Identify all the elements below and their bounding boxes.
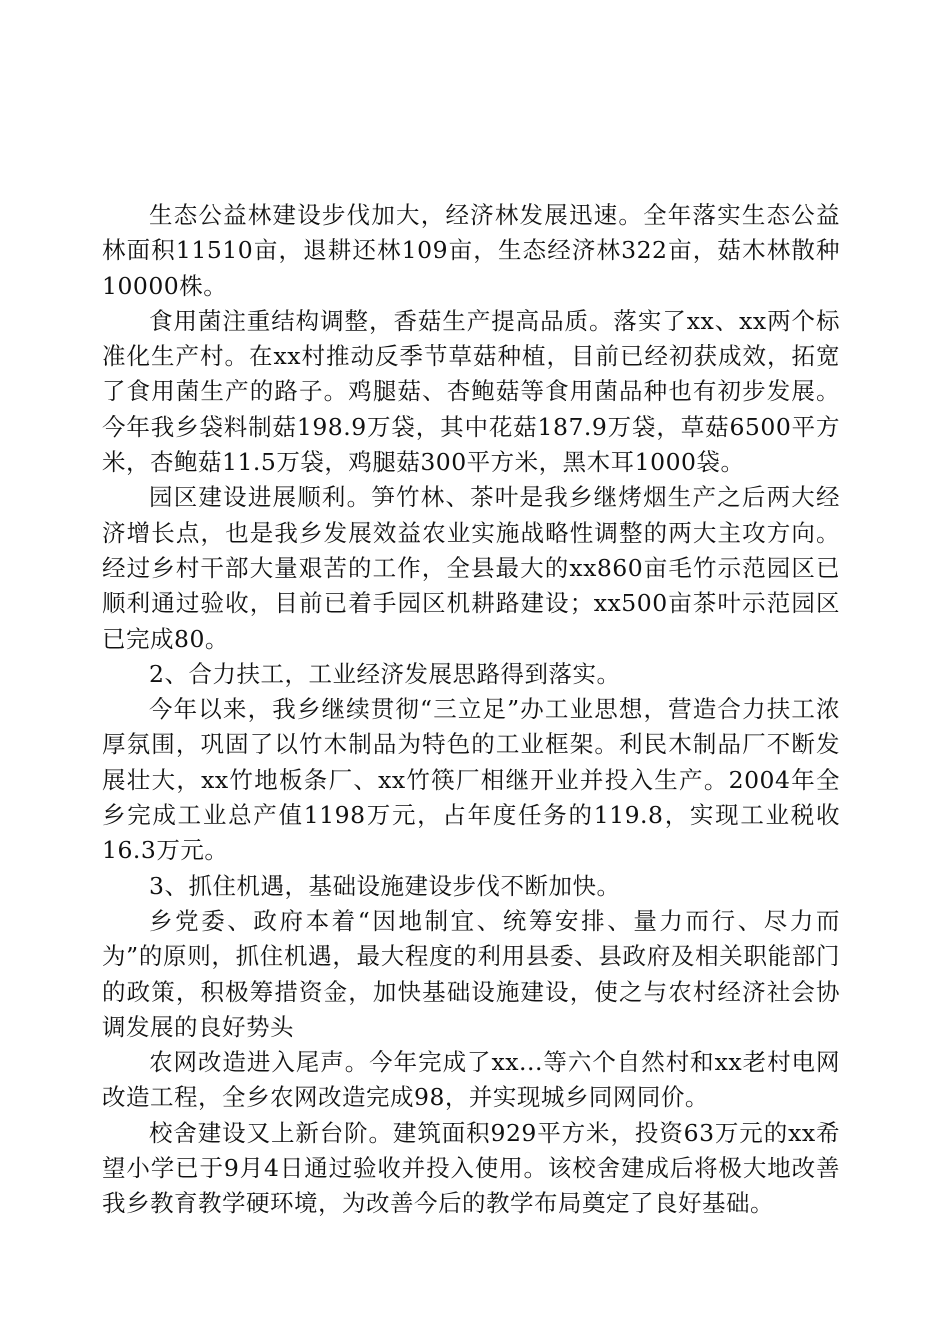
- paragraph-ecological-forest: 生态公益林建设步伐加大，经济林发展迅速。全年落实生态公益林面积11510亩，退耕还林109亩，生态经济林322亩，菇木林散种10000株。: [102, 201, 840, 300]
- paragraph-industry: 今年以来，我乡继续贯彻“三立足”办工业思想，营造合力扶工浓厚氛围，巩固了以竹木制品为特色的工业框架。利民木制品厂不断发展壮大，xx竹地板条厂、xx竹筷厂相继开业并投入生产。2004年全乡完成工业总产值1198万元，占年度任务的119.8，实现工业税收16.3万元。: [102, 695, 840, 865]
- document-body: [102, 198, 840, 1222]
- paragraph-infrastructure: 乡党委、政府本着“因地制宜、统筹安排、量力而行、尽力而为”的原则，抓住机遇，最大程度的利用县委、县政府及相关职能部门的政策，积极筹措资金，加快基础设施建设，使之与农村经济社会协调发展的良好势头: [102, 906, 840, 1041]
- paragraph-power-grid: 农网改造进入尾声。今年完成了xx...等六个自然村和xx老村电网改造工程，全乡农网改造完成98，并实现城乡同网同价。: [102, 1048, 840, 1112]
- paragraph-edible-fungi: 食用菌注重结构调整，香菇生产提高品质。落实了xx、xx两个标准化生产村。在xx村推动反季节草菇种植，目前已经初获成效，拓宽了食用菌生产的路子。鸡腿菇、杏鲍菇等食用菌品种也有初步发展。今年我乡袋料制菇198.9万袋，其中花菇187.9万袋，草菇6500平方米，杏鲍菇11.5万袋，鸡腿菇300平方米，黑木耳1000袋。: [102, 306, 840, 477]
- paragraph-school-building: 校舍建设又上新台阶。建筑面积929平方米，投资63万元的xx希望小学已于9月4日通过验收并投入使用。该校舍建成后将极大地改善我乡教育教学硬环境，为改善今后的教学布局奠定了良好基础。: [102, 1118, 840, 1218]
- paragraph-park-construction: 园区建设进展顺利。笋竹林、茶叶是我乡继烤烟生产之后两大经济增长点，也是我乡发展效益农业实施战略性调整的两大主攻方向。经过乡村干部大量艰苦的工作，全县最大的xx860亩毛竹示范园区已顺利通过验收，目前已着手园区机耕路建设；xx500亩茶叶示范园区已完成80。: [102, 483, 840, 653]
- heading-infrastructure: 3、抓住机遇，基础设施建设步伐不断加快。: [149, 871, 621, 900]
- heading-industry: 2、合力扶工，工业经济发展思路得到落实。: [149, 659, 621, 688]
